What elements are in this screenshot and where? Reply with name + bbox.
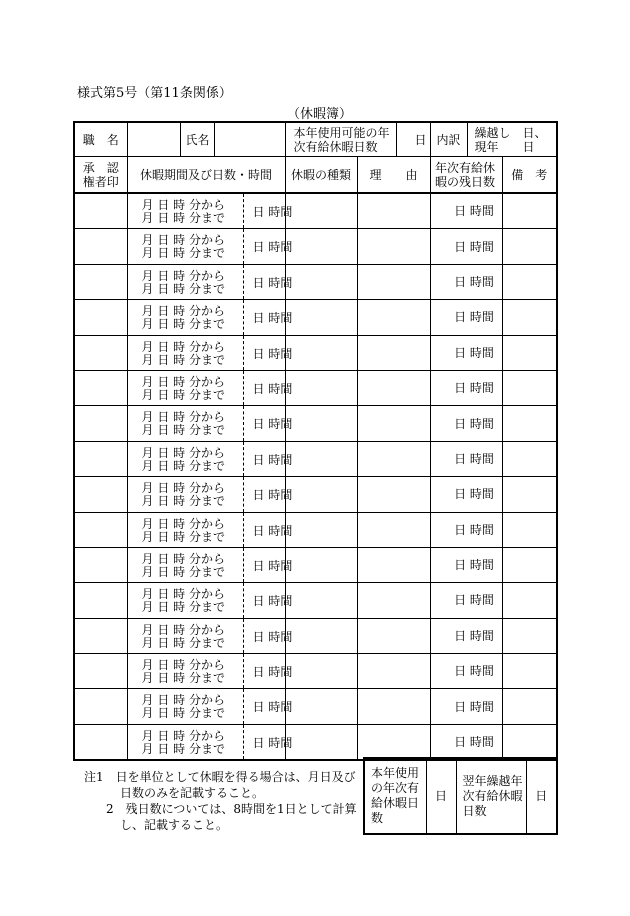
remaining-cell[interactable] (430, 477, 502, 512)
period-cell[interactable] (127, 583, 293, 618)
summary-table (363, 757, 558, 835)
approver-seal-cell[interactable] (74, 370, 127, 405)
approver-seal-cell[interactable] (74, 654, 127, 689)
leave-type-cell[interactable] (285, 229, 357, 264)
period-text (142, 730, 225, 756)
approver-seal-cell[interactable] (74, 229, 127, 264)
reason-cell[interactable] (357, 370, 430, 405)
table-row (74, 229, 557, 264)
days-hours: 日 時間 (252, 594, 293, 609)
remaining-cell[interactable] (430, 264, 502, 299)
remarks-cell[interactable] (502, 512, 557, 547)
leave-type-cell[interactable] (285, 193, 357, 229)
position-label: 職 名 (74, 122, 127, 157)
period-cell[interactable] (127, 406, 293, 441)
from-line: 月 日 時 分から (141, 339, 225, 354)
period-cell[interactable] (127, 654, 293, 689)
approver-seal-cell[interactable] (74, 724, 127, 760)
leave-type-cell[interactable] (285, 370, 357, 405)
to-line: 月 日 時 分まで (141, 529, 225, 544)
days-hours: 日 時間 (252, 665, 293, 680)
remaining-cell[interactable] (430, 441, 502, 476)
table-row (74, 618, 557, 653)
approver-seal-cell[interactable] (74, 512, 127, 547)
leave-type-cell[interactable] (285, 300, 357, 335)
reason-cell[interactable] (357, 441, 430, 476)
remarks-cell[interactable] (502, 724, 557, 760)
table-row (74, 264, 557, 299)
header-row-1 (74, 122, 557, 157)
remaining-days-hours: 日 時間 (454, 522, 494, 537)
dashed-divider (243, 229, 244, 263)
leave-type-cell[interactable] (285, 512, 357, 547)
remarks-cell[interactable] (502, 264, 557, 299)
approver-seal-cell[interactable] (74, 441, 127, 476)
leave-type-cell[interactable] (285, 335, 357, 370)
to-line: 月 日 時 分まで (141, 317, 225, 332)
reason-cell[interactable] (357, 689, 430, 724)
remarks-cell[interactable] (502, 689, 557, 724)
from-line: 月 日 時 分から (141, 693, 225, 708)
remaining-cell[interactable] (430, 618, 502, 653)
approver-seal-cell[interactable] (74, 618, 127, 653)
remaining-cell[interactable] (430, 335, 502, 370)
period-text (142, 270, 225, 296)
dashed-divider (243, 725, 244, 759)
remaining-days-hours: 日 時間 (454, 345, 494, 360)
period-cell[interactable] (127, 193, 293, 229)
table-row (74, 441, 557, 476)
dashed-divider (243, 442, 244, 476)
reason-cell[interactable] (357, 547, 430, 582)
table-row (74, 370, 557, 405)
leave-type-cell[interactable] (285, 689, 357, 724)
table-row (74, 193, 557, 229)
remarks-cell[interactable] (502, 618, 557, 653)
available-days-cell (285, 122, 430, 157)
remarks-label: 備 考 (502, 157, 557, 194)
period-cell[interactable] (127, 441, 293, 476)
period-text (142, 518, 225, 544)
remaining-days-hours: 日 時間 (454, 487, 494, 502)
dashed-divider (243, 336, 244, 370)
table-row (74, 724, 557, 760)
approver-seal-cell[interactable] (74, 406, 127, 441)
days-hours: 日 時間 (252, 735, 293, 750)
name-label: 氏名 (182, 123, 215, 156)
dashed-divider (243, 583, 244, 617)
period-text (142, 482, 225, 508)
period-cell[interactable] (127, 229, 293, 264)
period-text (142, 341, 225, 367)
sheet-title: （休暇簿） (287, 107, 353, 122)
remarks-cell[interactable] (502, 406, 557, 441)
next-year-label: 翌年繰越年次有給休暇日数 (456, 758, 526, 834)
from-line: 月 日 時 分から (141, 728, 225, 743)
days-hours: 日 時間 (252, 240, 293, 255)
remarks-cell[interactable] (502, 229, 557, 264)
reason-cell[interactable] (357, 229, 430, 264)
days-hours: 日 時間 (252, 700, 293, 715)
days-hours: 日 時間 (252, 311, 293, 326)
remaining-days-hours: 日 時間 (454, 204, 494, 219)
period-cell[interactable] (127, 370, 293, 405)
to-line: 月 日 時 分まで (141, 387, 225, 402)
days-hours: 日 時間 (252, 523, 293, 538)
period-label: 休暇期間及び日数・時間 (127, 157, 285, 194)
from-line: 月 日 時 分から (141, 481, 225, 496)
days-hours: 日 時間 (252, 629, 293, 644)
this-year-unit: 日 (426, 758, 456, 834)
from-line: 月 日 時 分から (141, 516, 225, 531)
reason-cell[interactable] (357, 654, 430, 689)
to-line: 月 日 時 分まで (141, 706, 225, 721)
remaining-cell[interactable] (430, 689, 502, 724)
remaining-days-hours: 日 時間 (454, 593, 494, 608)
table-row (74, 406, 557, 441)
from-line: 月 日 時 分から (141, 374, 225, 389)
dashed-divider (243, 654, 244, 688)
remaining-days-hours: 日 時間 (454, 735, 494, 750)
to-line: 月 日 時 分まで (141, 741, 225, 756)
from-line: 月 日 時 分から (141, 410, 225, 425)
days-hours: 日 時間 (252, 275, 293, 290)
header-row-2 (74, 157, 557, 194)
dashed-divider (243, 619, 244, 653)
dashed-divider (243, 300, 244, 334)
remaining-cell[interactable] (430, 724, 502, 760)
approver-seal-cell[interactable] (74, 193, 127, 229)
position-value[interactable] (128, 123, 181, 156)
next-year-unit: 日 (526, 758, 557, 834)
period-cell[interactable] (127, 264, 293, 299)
table-row (74, 335, 557, 370)
this-year-label: 本年使用の年次有給休暇日数 (364, 758, 426, 834)
table-row (74, 689, 557, 724)
table-row (74, 512, 557, 547)
leave-type-cell[interactable] (285, 618, 357, 653)
remarks-cell[interactable] (502, 193, 557, 229)
period-text (142, 694, 225, 720)
to-line: 月 日 時 分まで (141, 423, 225, 438)
period-cell[interactable] (127, 618, 293, 653)
period-text (142, 305, 225, 331)
current-year-label: 現年 日 (474, 140, 535, 154)
remarks-cell[interactable] (502, 300, 557, 335)
reason-label: 理 由 (357, 157, 430, 194)
remaining-cell[interactable] (430, 654, 502, 689)
period-cell[interactable] (127, 335, 293, 370)
period-cell[interactable] (127, 477, 293, 512)
leave-type-cell[interactable] (285, 477, 357, 512)
to-line: 月 日 時 分まで (141, 671, 225, 686)
leave-record-table (73, 121, 558, 761)
available-days-unit: 日 (396, 123, 431, 156)
reason-cell[interactable] (357, 618, 430, 653)
leave-type-cell[interactable] (285, 583, 357, 618)
period-cell[interactable] (127, 689, 293, 724)
period-text (142, 199, 225, 225)
from-line: 月 日 時 分から (141, 268, 225, 283)
notes (84, 769, 366, 833)
form-label: 様式第5号（第11条関係） (77, 86, 232, 101)
period-cell[interactable] (127, 512, 293, 547)
breakdown-cell (430, 122, 557, 157)
remaining-cell[interactable] (430, 547, 502, 582)
remarks-cell[interactable] (502, 583, 557, 618)
approver-seal-cell[interactable] (74, 300, 127, 335)
to-line: 月 日 時 分まで (141, 281, 225, 296)
remaining-label: 年次有給休暇の残日数 (430, 157, 502, 194)
period-text (142, 624, 225, 650)
to-line: 月 日 時 分まで (141, 246, 225, 261)
table-row (74, 300, 557, 335)
days-hours: 日 時間 (252, 346, 293, 361)
days-hours: 日 時間 (252, 558, 293, 573)
period-cell[interactable] (127, 547, 293, 582)
remaining-cell[interactable] (430, 583, 502, 618)
period-text (142, 588, 225, 614)
from-line: 月 日 時 分から (141, 658, 225, 673)
dashed-divider (243, 513, 244, 547)
leave-type-cell[interactable] (285, 547, 357, 582)
reason-cell[interactable] (357, 264, 430, 299)
to-line: 月 日 時 分まで (141, 352, 225, 367)
days-hours: 日 時間 (252, 488, 293, 503)
available-days-label: 本年使用可能の年次有給休暇日数 (293, 126, 390, 154)
from-line: 月 日 時 分から (141, 551, 225, 566)
reason-cell[interactable] (357, 512, 430, 547)
dashed-divider (243, 265, 244, 299)
days-hours: 日 時間 (252, 381, 293, 396)
name-value[interactable] (214, 123, 286, 156)
period-cell[interactable] (127, 724, 293, 760)
remaining-days-hours: 日 時間 (454, 699, 494, 714)
reason-cell[interactable] (357, 477, 430, 512)
leave-type-cell[interactable] (285, 654, 357, 689)
days-hours: 日 時間 (252, 452, 293, 467)
from-line: 月 日 時 分から (141, 304, 225, 319)
period-text (142, 553, 225, 579)
to-line: 月 日 時 分まで (141, 494, 225, 509)
reason-cell[interactable] (357, 406, 430, 441)
type-label: 休暇の種類 (285, 157, 357, 194)
days-hours: 日 時間 (252, 417, 293, 432)
reason-cell[interactable] (357, 300, 430, 335)
reason-cell[interactable] (357, 724, 430, 760)
dashed-divider (243, 548, 244, 582)
table-row (74, 547, 557, 582)
dashed-divider (243, 371, 244, 405)
remaining-cell[interactable] (430, 512, 502, 547)
remaining-days-hours: 日 時間 (454, 416, 494, 431)
remaining-cell[interactable] (430, 370, 502, 405)
remaining-days-hours: 日 時間 (454, 558, 494, 573)
reason-cell[interactable] (357, 583, 430, 618)
table-row (74, 654, 557, 689)
period-text (142, 234, 225, 260)
to-line: 月 日 時 分まで (141, 564, 225, 579)
remaining-days-hours: 日 時間 (454, 451, 494, 466)
to-line: 月 日 時 分まで (141, 635, 225, 650)
period-text (142, 447, 225, 473)
remaining-days-hours: 日 時間 (454, 664, 494, 679)
remarks-cell[interactable] (502, 370, 557, 405)
leave-type-cell[interactable] (285, 406, 357, 441)
from-line: 月 日 時 分から (141, 587, 225, 602)
to-line: 月 日 時 分まで (141, 458, 225, 473)
remaining-cell[interactable] (430, 193, 502, 229)
leave-type-cell[interactable] (285, 264, 357, 299)
remaining-cell[interactable] (430, 406, 502, 441)
remaining-days-hours: 日 時間 (454, 310, 494, 325)
approver-seal-cell[interactable] (74, 264, 127, 299)
from-line: 月 日 時 分から (141, 198, 225, 212)
period-text (142, 376, 225, 402)
remarks-cell[interactable] (502, 547, 557, 582)
note-1: 注1 日を単位として休暇を得る場合は、月日及び日数のみを記載すること。 (84, 770, 356, 800)
breakdown-label: 内訳 (431, 123, 468, 156)
carryover-label: 繰越し 日、 (474, 126, 547, 140)
remaining-days-hours: 日 時間 (454, 239, 494, 254)
period-cell[interactable] (127, 300, 293, 335)
reason-cell[interactable] (357, 193, 430, 229)
from-line: 月 日 時 分から (141, 233, 225, 248)
to-line: 月 日 時 分まで (141, 211, 225, 225)
table-row (74, 477, 557, 512)
approver-seal-cell[interactable] (74, 547, 127, 582)
period-text (142, 411, 225, 437)
remaining-days-hours: 日 時間 (454, 274, 494, 289)
remaining-cell[interactable] (430, 300, 502, 335)
table-row (74, 583, 557, 618)
dashed-divider (243, 477, 244, 511)
approver-seal-cell[interactable] (74, 335, 127, 370)
remarks-cell[interactable] (502, 441, 557, 476)
approver-seal-cell[interactable] (74, 477, 127, 512)
days-hours: 日 時間 (252, 205, 293, 219)
dashed-divider (243, 406, 244, 440)
period-text (142, 659, 225, 685)
approver-label: 承 認権者印 (74, 157, 127, 194)
approver-seal-cell[interactable] (74, 583, 127, 618)
remaining-days-hours: 日 時間 (454, 381, 494, 396)
remarks-cell[interactable] (502, 654, 557, 689)
to-line: 月 日 時 分まで (141, 600, 225, 615)
reason-cell[interactable] (357, 335, 430, 370)
leave-type-cell[interactable] (285, 441, 357, 476)
dashed-divider (243, 194, 244, 228)
approver-seal-cell[interactable] (74, 689, 127, 724)
remarks-cell[interactable] (502, 477, 557, 512)
note-2: 2 残日数については、8時間を1日として計算し、記載すること。 (106, 802, 357, 832)
dashed-divider (243, 689, 244, 723)
remaining-days-hours: 日 時間 (454, 628, 494, 643)
leave-type-cell[interactable] (285, 724, 357, 760)
remarks-cell[interactable] (502, 335, 557, 370)
from-line: 月 日 時 分から (141, 445, 225, 460)
from-line: 月 日 時 分から (141, 622, 225, 637)
remaining-cell[interactable] (430, 229, 502, 264)
